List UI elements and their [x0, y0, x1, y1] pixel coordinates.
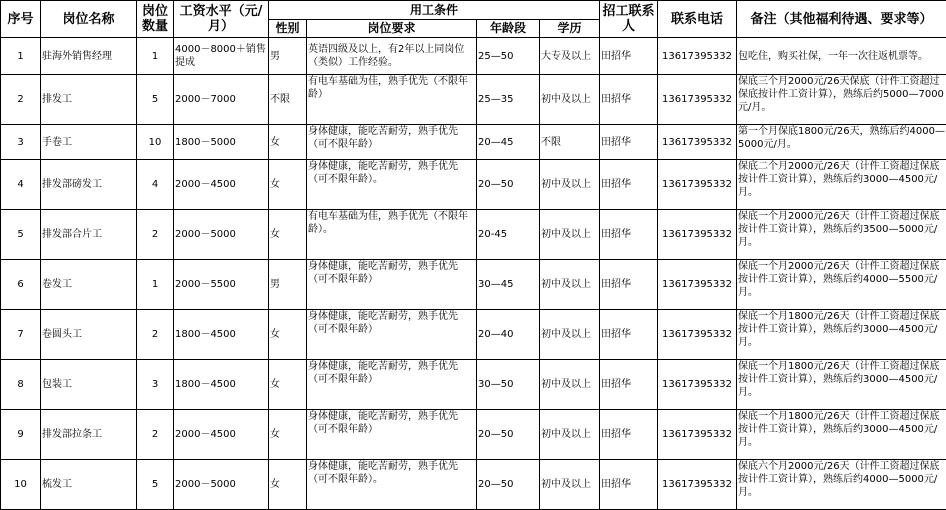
cell-position: 排发部合片工 [41, 210, 137, 260]
cell-contact: 田招华 [600, 260, 658, 310]
cell-education: 初中及以上 [540, 260, 600, 310]
cell-gender: 女 [269, 310, 307, 360]
table-row [1, 310, 946, 360]
cell-phone: 13617395332 [658, 360, 737, 410]
cell-salary: 4000－8000＋销售提成 [174, 38, 269, 75]
cell-contact: 田招华 [600, 160, 658, 210]
header-quantity: 岗位数量 [137, 1, 174, 38]
cell-requirements: 有电车基础为佳，熟手优先（不限年龄） [307, 75, 477, 125]
cell-position: 手卷工 [41, 125, 137, 160]
cell-education: 不限 [540, 125, 600, 160]
cell-age: 20—40 [477, 310, 540, 360]
header-education: 学历 [540, 20, 600, 38]
cell-quantity: 3 [137, 360, 174, 410]
cell-seq: 4 [1, 160, 41, 210]
cell-remarks: 保底一个月1800元/26天（计件工资超过保底按计件工资计算），熟练后约3000—4500元/月。 [737, 310, 946, 360]
cell-remarks: 包吃住，购买社保，一年一次往返机票等。 [737, 38, 946, 75]
cell-education: 初中及以上 [540, 360, 600, 410]
header-phone: 联系电话 [658, 1, 737, 38]
table-header [1, 1, 946, 38]
cell-age: 25—50 [477, 38, 540, 75]
cell-seq: 2 [1, 75, 41, 125]
table-row [1, 125, 946, 160]
cell-salary: 1800－5000 [174, 125, 269, 160]
cell-phone: 13617395332 [658, 75, 737, 125]
cell-position: 梳发工 [41, 460, 137, 510]
cell-gender: 女 [269, 210, 307, 260]
cell-remarks: 保底六个月2000元/26天（计件工资超过保底按计件工资计算），熟练后约4000—5000元/月。 [737, 460, 946, 510]
cell-salary: 1800－4500 [174, 310, 269, 360]
cell-gender: 女 [269, 160, 307, 210]
cell-quantity: 1 [137, 38, 174, 75]
header-gender: 性别 [269, 20, 307, 38]
cell-age: 20-45 [477, 210, 540, 260]
table-row [1, 210, 946, 260]
table-row [1, 75, 946, 125]
cell-seq: 9 [1, 410, 41, 460]
cell-age: 20—45 [477, 125, 540, 160]
cell-age: 20—50 [477, 410, 540, 460]
cell-quantity: 10 [137, 125, 174, 160]
cell-requirements: 身体健康，能吃苦耐劳，熟手优先（可不限年龄） [307, 410, 477, 460]
cell-contact: 田招华 [600, 410, 658, 460]
cell-quantity: 1 [137, 260, 174, 310]
header-contact: 招工联系人 [600, 1, 658, 38]
cell-gender: 女 [269, 410, 307, 460]
cell-remarks: 保底一个月1800元/26天（计件工资超过保底按计件工资计算），熟练后约3000—4500元/月。 [737, 360, 946, 410]
cell-education: 初中及以上 [540, 75, 600, 125]
cell-seq: 1 [1, 38, 41, 75]
cell-requirements: 身体健康，能吃苦耐劳，熟手优先（可不限年龄） [307, 310, 477, 360]
cell-position: 排发工 [41, 75, 137, 125]
cell-contact: 田招华 [600, 310, 658, 360]
cell-remarks: 保底一个月2000元/26天（计件工资超过保底按计件工资计算），熟练后约3500—5000元/月。 [737, 210, 946, 260]
cell-seq: 3 [1, 125, 41, 160]
cell-quantity: 5 [137, 460, 174, 510]
header-remarks: 备注（其他福利待遇、要求等） [737, 1, 946, 38]
cell-phone: 13617395332 [658, 310, 737, 360]
table-row [1, 38, 946, 75]
cell-phone: 13617395332 [658, 125, 737, 160]
cell-seq: 5 [1, 210, 41, 260]
cell-gender: 女 [269, 125, 307, 160]
table-row [1, 410, 946, 460]
cell-age: 25—35 [477, 75, 540, 125]
table-row [1, 460, 946, 510]
header-position: 岗位名称 [41, 1, 137, 38]
cell-education: 初中及以上 [540, 460, 600, 510]
cell-seq: 6 [1, 260, 41, 310]
table-body [1, 38, 946, 510]
cell-education: 初中及以上 [540, 410, 600, 460]
cell-requirements: 有电车基础为佳，熟手优先（不限年龄）。 [307, 210, 477, 260]
cell-phone: 13617395332 [658, 260, 737, 310]
header-seq: 序号 [1, 1, 41, 38]
cell-salary: 1800－4500 [174, 360, 269, 410]
cell-phone: 13617395332 [658, 210, 737, 260]
cell-gender: 男 [269, 38, 307, 75]
header-salary: 工资水平（元/月） [174, 1, 269, 38]
cell-position: 驻海外销售经理 [41, 38, 137, 75]
cell-quantity: 4 [137, 160, 174, 210]
cell-requirements: 身体健康，能吃苦耐劳，熟手优先（可不限年龄） [307, 360, 477, 410]
cell-age: 20—50 [477, 160, 540, 210]
table-row [1, 260, 946, 310]
cell-requirements: 英语四级及以上，有2年以上同岗位（类似）工作经验。 [307, 38, 477, 75]
cell-salary: 2000－4500 [174, 160, 269, 210]
cell-remarks: 保底二个月2000元/26天（计件工资超过保底按计件工资计算），熟练后约3000—4500元/月。 [737, 160, 946, 210]
cell-remarks: 保底三个月2000元/26天保底（计件工资超过保底按计件工资计算），熟练后约5000—7000元/月。 [737, 75, 946, 125]
cell-age: 20—50 [477, 460, 540, 510]
cell-age: 30—50 [477, 360, 540, 410]
header-requirements: 岗位要求 [307, 20, 477, 38]
cell-seq: 10 [1, 460, 41, 510]
cell-position: 卷发工 [41, 260, 137, 310]
header-conditions: 用工条件 [269, 1, 600, 20]
cell-requirements: 身体健康，能吃苦耐劳，熟手优先（可不限年龄）。 [307, 460, 477, 510]
cell-gender: 不限 [269, 75, 307, 125]
cell-phone: 13617395332 [658, 38, 737, 75]
cell-gender: 女 [269, 460, 307, 510]
cell-salary: 2000－4500 [174, 410, 269, 460]
header-age: 年龄段 [477, 20, 540, 38]
cell-remarks: 第一个月保底1800元/26天，熟练后约4000—5000元/月。 [737, 125, 946, 160]
cell-position: 排发部磅发工 [41, 160, 137, 210]
cell-position: 卷圆头工 [41, 310, 137, 360]
cell-contact: 田招华 [600, 125, 658, 160]
cell-education: 大专及以上 [540, 38, 600, 75]
table-row [1, 360, 946, 410]
cell-quantity: 2 [137, 310, 174, 360]
cell-gender: 男 [269, 260, 307, 310]
cell-seq: 7 [1, 310, 41, 360]
cell-contact: 田招华 [600, 75, 658, 125]
cell-quantity: 2 [137, 210, 174, 260]
cell-salary: 2000－5500 [174, 260, 269, 310]
cell-quantity: 2 [137, 410, 174, 460]
table-row [1, 160, 946, 210]
cell-quantity: 5 [137, 75, 174, 125]
cell-education: 初中及以上 [540, 160, 600, 210]
cell-salary: 2000－7000 [174, 75, 269, 125]
cell-salary: 2000－5000 [174, 210, 269, 260]
cell-contact: 田招华 [600, 360, 658, 410]
cell-contact: 田招华 [600, 38, 658, 75]
cell-requirements: 身体健康，能吃苦耐劳，熟手优先（可不限年龄） [307, 125, 477, 160]
cell-contact: 田招华 [600, 210, 658, 260]
cell-position: 排发部拉条工 [41, 410, 137, 460]
cell-education: 初中及以上 [540, 310, 600, 360]
cell-seq: 8 [1, 360, 41, 410]
cell-remarks: 保底一个月2000元/26天（计件工资超过保底按计件工资计算），熟练后约4000—5500元/月。 [737, 260, 946, 310]
cell-age: 30—45 [477, 260, 540, 310]
cell-gender: 女 [269, 360, 307, 410]
cell-remarks: 保底一个月1800元/26天（计件工资超过保底按计件工资计算），熟练后约3000—4500元/月。 [737, 410, 946, 460]
cell-contact: 田招华 [600, 460, 658, 510]
cell-requirements: 身体健康，能吃苦耐劳，熟手优先（可不限年龄）。 [307, 160, 477, 210]
cell-phone: 13617395332 [658, 160, 737, 210]
cell-requirements: 身体健康，能吃苦耐劳，熟手优先（可不限年龄） [307, 260, 477, 310]
cell-education: 初中及以上 [540, 210, 600, 260]
cell-phone: 13617395332 [658, 460, 737, 510]
cell-salary: 2000－5000 [174, 460, 269, 510]
cell-position: 包装工 [41, 360, 137, 410]
cell-phone: 13617395332 [658, 410, 737, 460]
